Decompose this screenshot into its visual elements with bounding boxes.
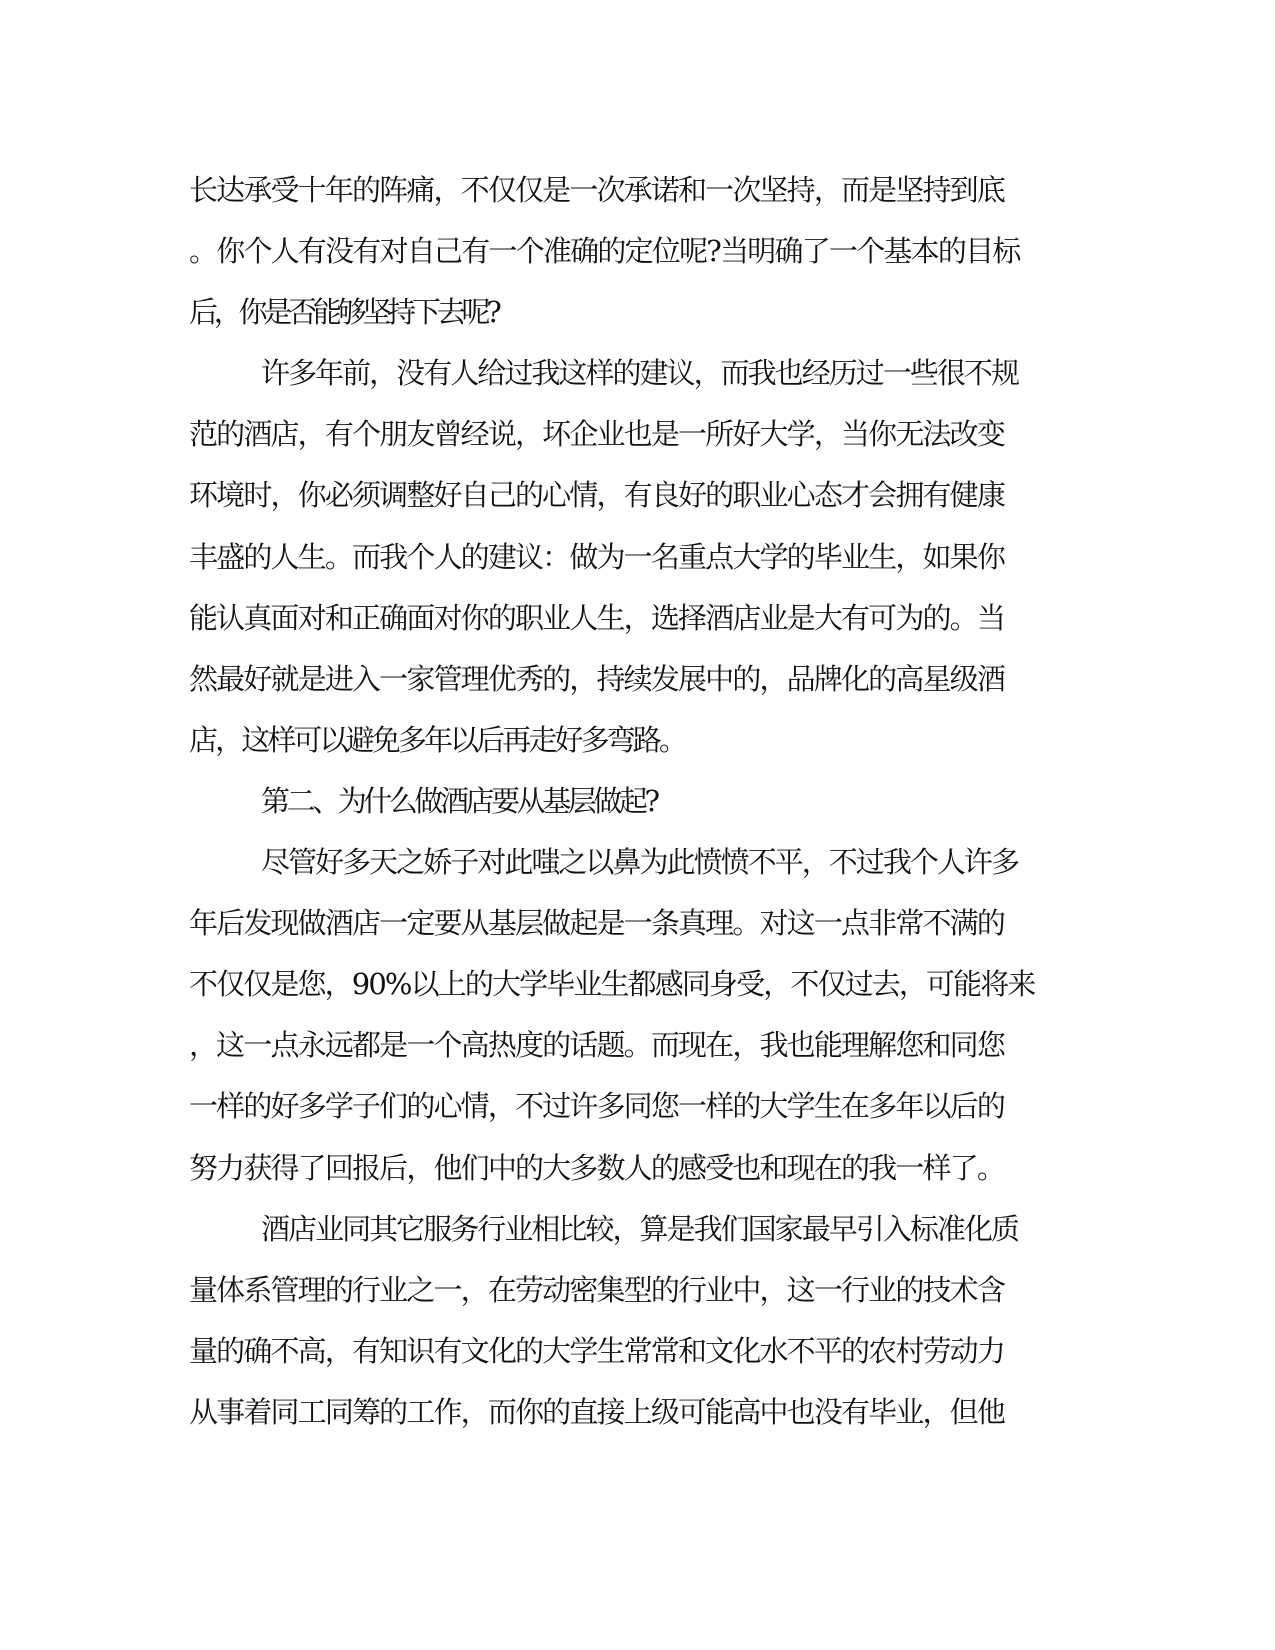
paragraph-first-line: 酒店业同其它服务行业相比较，算是我们国家最早引入标准化质 [261, 1211, 1019, 1246]
text-line: 店，这样可以避免多年以后再走好多弯路。 [189, 722, 686, 757]
text-line: 从事着同工同筹的工作，而你的直接上级可能高中也没有毕业，但他 [189, 1394, 1005, 1429]
body-text [189, 160, 1089, 1443]
paragraph-first-line: 第二、为什么做酒店要从基层做起? [261, 783, 657, 818]
text-line: 。你个人有没有对自己有一个准确的定位呢?当明确了一个基本的目标 [189, 234, 1020, 269]
text-line: 能认真面对和正确面对你的职业人生，选择酒店业是大有可为的。当 [189, 600, 1005, 635]
text-line: 后，你是否能够坚持下去呢? [189, 295, 498, 330]
text-line: 长达承受十年的阵痛，不仅仅是一次承诺和一次坚持，而是坚持到底 [189, 173, 1005, 207]
paragraph-first-line: 尽管好多天之娇子对此嗤之以鼻为此愤愤不平，不过我个人许多 [261, 845, 1019, 880]
text-line: 范的酒店，有个朋友曾经说，坏企业也是一所好大学，当你无法改变 [189, 417, 1005, 452]
text-line: 丰盛的人生。而我个人的建议：做为一名重点大学的毕业生，如果你 [189, 539, 1005, 574]
text-line: 量的确不高，有知识有文化的大学生常常和文化水不平的农村劳动力 [189, 1333, 1005, 1368]
text-line: 环境时，你必须调整好自己的心情，有良好的职业心态才会拥有健康 [189, 478, 1005, 513]
text-line: 然最好就是进入一家管理优秀的，持续发展中的，品牌化的高星级酒 [189, 661, 1005, 696]
text-line: 年后发现做酒店一定要从基层做起是一条真理。对这一点非常不满的 [189, 906, 1005, 941]
text-line: 不仅仅是您，90%以上的大学毕业生都感同身受，不仅过去，可能将来 [189, 967, 1035, 1002]
text-line: 量体系管理的行业之一，在劳动密集型的行业中，这一行业的技术含 [189, 1272, 1005, 1307]
text-line: ，这一点永远都是一个高热度的话题。而现在，我也能理解您和同您 [189, 1028, 1005, 1063]
paragraph-first-line: 许多年前，没有人给过我这样的建议，而我也经历过一些很不规 [261, 356, 1019, 391]
text-line: 努力获得了回报后，他们中的大多数人的感受也和现在的我一样了。 [189, 1150, 1005, 1185]
text-line: 一样的好多学子们的心情，不过许多同您一样的大学生在多年以后的 [189, 1089, 1005, 1124]
